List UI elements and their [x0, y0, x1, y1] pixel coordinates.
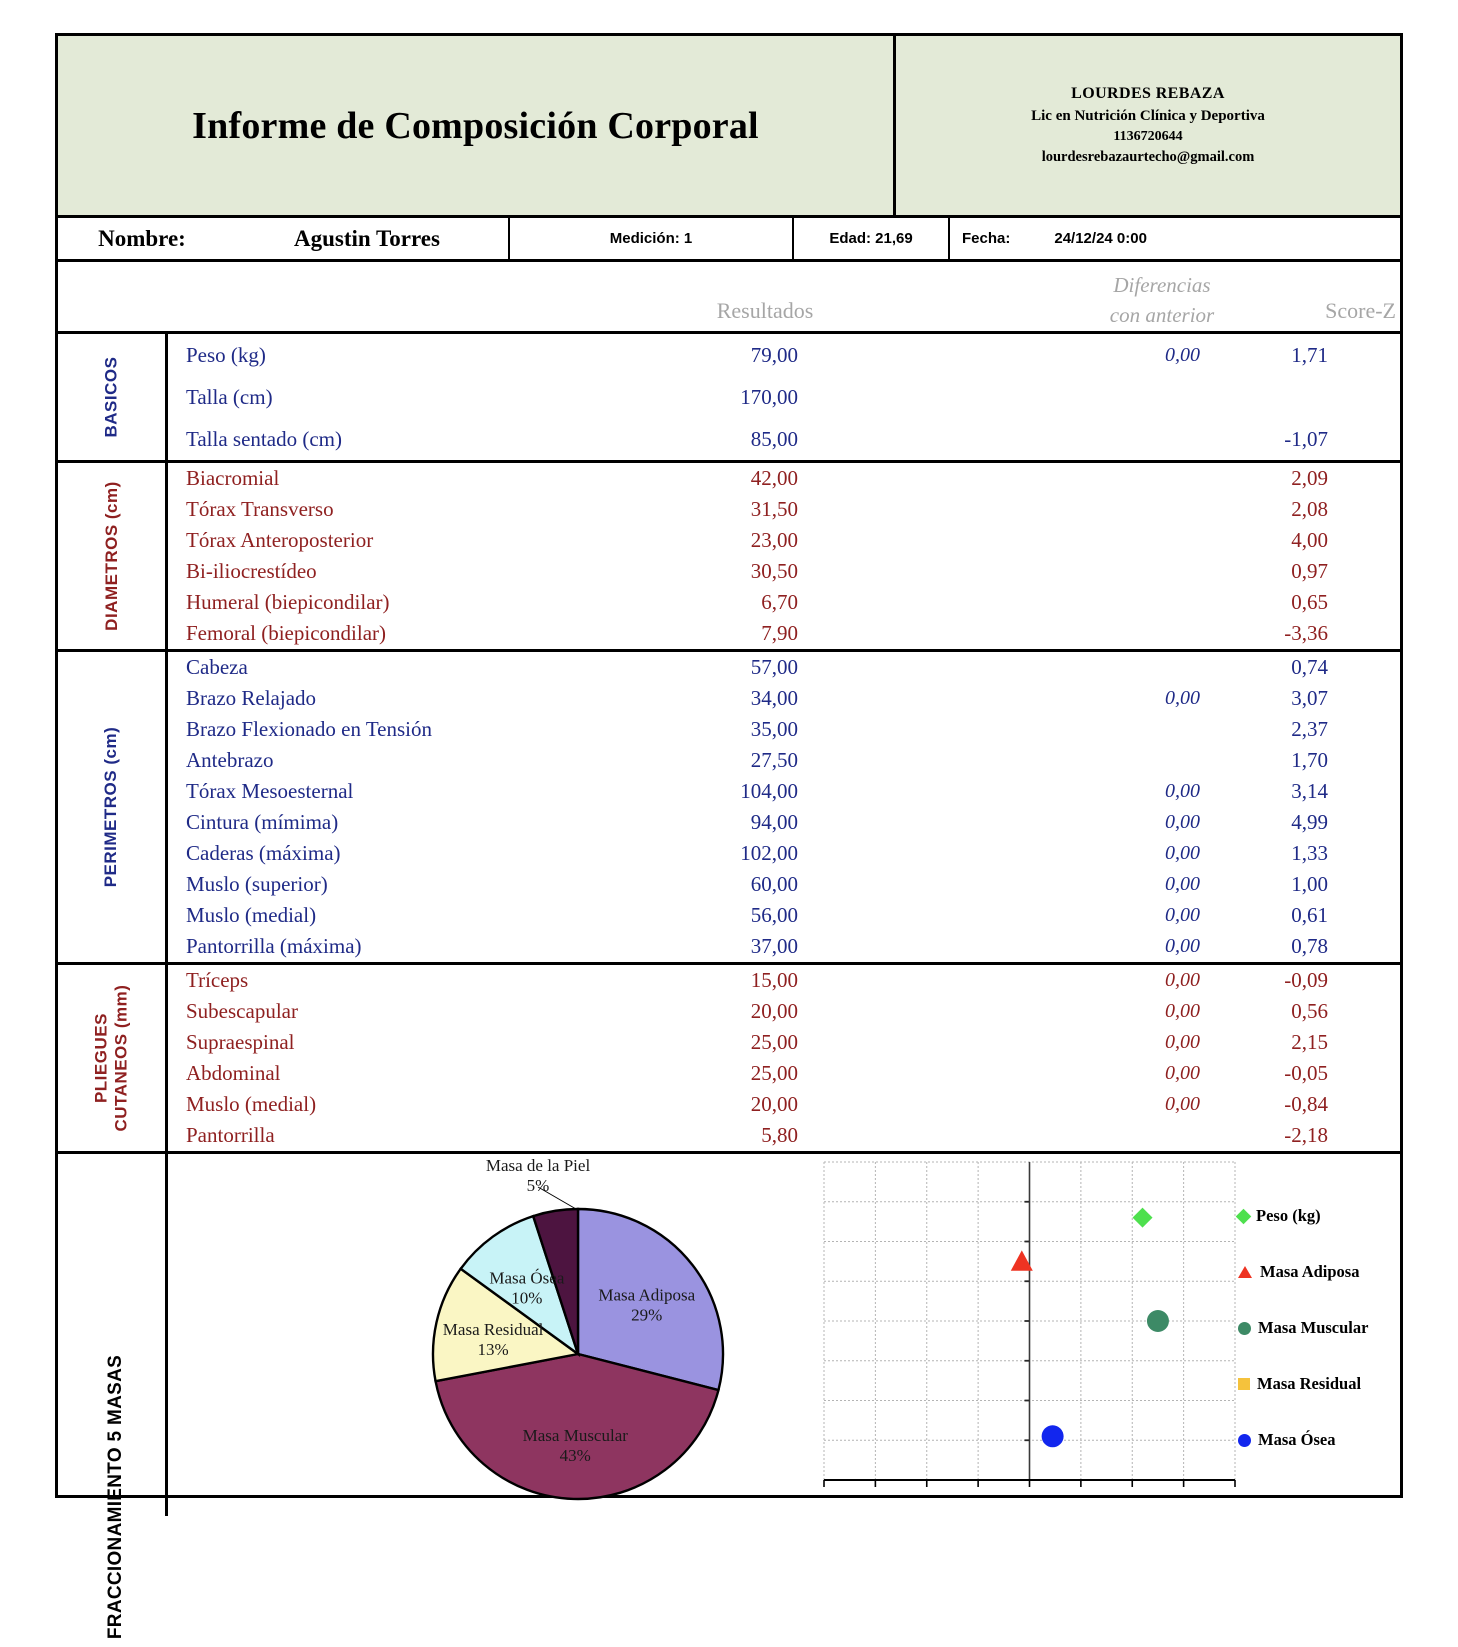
medicion-value: Medición: 1 — [609, 230, 693, 247]
svg-text:29%: 29% — [631, 1305, 663, 1325]
pie-chart — [178, 1154, 818, 1516]
table-row — [168, 618, 1400, 649]
row-score-z-value: 0,61 — [1291, 903, 1328, 927]
fecha-label: Fecha: — [962, 230, 1011, 247]
row-result-value: 27,50 — [750, 748, 798, 772]
row-label: Subescapular — [186, 999, 298, 1023]
table-row — [168, 838, 1400, 869]
row-score-z-value: 0,97 — [1291, 559, 1328, 583]
legend-label: Masa Residual — [1257, 1374, 1362, 1393]
row-label: Pantorrilla (máxima) — [186, 934, 362, 958]
legend-marker-circle-icon — [1238, 1434, 1251, 1447]
row-label: Tórax Mesoesternal — [186, 779, 354, 803]
row-score-z-value: 2,15 — [1291, 1030, 1328, 1054]
legend-label: Masa Ósea — [1258, 1430, 1336, 1449]
fecha-cell — [950, 218, 1400, 259]
diferencias-line1: Diferencias — [1113, 273, 1211, 297]
row-label: Caderas (máxima) — [186, 841, 341, 865]
row-result-value: 94,00 — [750, 810, 798, 834]
table-row — [168, 463, 1400, 494]
svg-text:13%: 13% — [477, 1340, 509, 1360]
table-row — [168, 587, 1400, 618]
row-label: Talla (cm) — [186, 384, 273, 409]
table-row — [168, 996, 1400, 1027]
row-result-value: 25,00 — [750, 1061, 798, 1085]
legend-label: Masa Adiposa — [1260, 1262, 1360, 1281]
row-score-z-value: 2,37 — [1291, 717, 1328, 741]
row-difference-value: 0,00 — [1165, 780, 1200, 802]
table-row — [168, 1089, 1400, 1120]
column-headers — [58, 262, 1400, 334]
legend-item — [1238, 1430, 1335, 1450]
row-label: Muslo (medial) — [186, 1092, 317, 1116]
section-tab-label: DIAMETROS (cm) — [101, 481, 121, 631]
svg-text:Masa de la Piel: Masa de la Piel — [485, 1156, 591, 1175]
row-score-z-value: 1,33 — [1291, 841, 1328, 865]
table-row — [168, 1058, 1400, 1089]
fractionation-section — [58, 1154, 1400, 1640]
row-score-z-value: 2,09 — [1291, 466, 1328, 490]
row-label: Abdominal — [186, 1061, 281, 1085]
table-row — [168, 334, 1400, 376]
row-score-z-value: 0,78 — [1291, 934, 1328, 958]
row-result-value: 23,00 — [750, 528, 798, 552]
row-result-value: 20,00 — [750, 999, 798, 1023]
row-label: Antebrazo — [186, 748, 274, 772]
row-score-z-value: 3,07 — [1291, 686, 1328, 710]
row-label: Cintura (mímima) — [186, 810, 339, 834]
row-result-value: 42,00 — [750, 466, 798, 490]
row-difference-value: 0,00 — [1165, 873, 1200, 895]
section-rows — [168, 965, 1400, 1151]
section-tab — [58, 463, 168, 649]
table-row — [168, 900, 1400, 931]
edad-value: Edad: 21,69 — [829, 230, 913, 247]
table-row — [168, 1027, 1400, 1058]
row-label: Tríceps — [186, 968, 249, 992]
row-score-z-value: -3,36 — [1284, 621, 1328, 645]
row-difference-value: 0,00 — [1165, 687, 1200, 709]
legend-marker-square-icon — [1238, 1378, 1250, 1390]
table-row — [168, 418, 1400, 460]
table-row — [168, 556, 1400, 587]
report-title-cell — [58, 36, 896, 215]
row-result-value: 34,00 — [750, 686, 798, 710]
row-difference-value: 0,00 — [1165, 1093, 1200, 1115]
row-difference-value: 0,00 — [1165, 343, 1200, 366]
section-pliegues-cutaneos-mm — [58, 965, 1400, 1154]
row-score-z-value: 1,00 — [1291, 872, 1328, 896]
table-row — [168, 525, 1400, 556]
row-label: Peso (kg) — [186, 342, 266, 367]
svg-text:43%: 43% — [559, 1445, 591, 1465]
row-result-value: 170,00 — [740, 384, 798, 409]
section-tab — [58, 965, 168, 1151]
row-result-value: 56,00 — [750, 903, 798, 927]
section-tab-label: BASICOS — [101, 356, 121, 438]
page-title: Informe de Composición Corporal — [192, 104, 759, 147]
section-tab-label: PLIEGUES CUTANEOS (mm) — [91, 984, 131, 1132]
svg-text:Masa Ósea: Masa Ósea — [489, 1268, 565, 1288]
fractionation-tab-label: FRACCIONAMIENTO 5 MASAS — [105, 1354, 126, 1640]
section-rows — [168, 652, 1400, 962]
row-result-value: 102,00 — [740, 841, 798, 865]
nombre-label-cell — [58, 218, 226, 259]
row-result-value: 5,80 — [761, 1123, 798, 1147]
row-difference-value: 0,00 — [1165, 1000, 1200, 1022]
pie-chart-svg — [178, 1154, 818, 1516]
row-label: Brazo Relajado — [186, 686, 317, 710]
svg-text:Masa Muscular: Masa Muscular — [522, 1425, 628, 1445]
svg-text:5%: 5% — [526, 1176, 550, 1195]
svg-text:Masa Residual: Masa Residual — [442, 1320, 544, 1340]
table-row — [168, 376, 1400, 418]
scatter-marker — [1147, 1310, 1169, 1332]
scatter-chart — [808, 1154, 1238, 1516]
legend-label: Peso (kg) — [1256, 1206, 1321, 1225]
row-result-value: 60,00 — [750, 872, 798, 896]
row-score-z-value: -0,09 — [1284, 968, 1328, 992]
report-header — [58, 36, 1400, 218]
table-row — [168, 652, 1400, 683]
row-result-value: 7,90 — [761, 621, 798, 645]
row-label: Talla sentado (cm) — [186, 426, 342, 451]
row-label: Tórax Anteroposterior — [186, 528, 374, 552]
professional-info — [896, 36, 1400, 215]
row-difference-value: 0,00 — [1165, 904, 1200, 926]
row-label: Supraespinal — [186, 1030, 295, 1054]
fractionation-tab — [58, 1154, 168, 1640]
table-row — [168, 683, 1400, 714]
row-result-value: 25,00 — [750, 1030, 798, 1054]
row-score-z-value: -0,84 — [1284, 1092, 1328, 1116]
row-difference-value: 0,00 — [1165, 842, 1200, 864]
section-basicos — [58, 334, 1400, 463]
legend-item — [1238, 1206, 1321, 1226]
scatter-chart-svg — [808, 1154, 1238, 1516]
row-label: Cabeza — [186, 655, 248, 679]
professional-name: LOURDES REBAZA — [1071, 85, 1225, 103]
scatter-marker — [1042, 1425, 1064, 1447]
pie-leader-line — [538, 1187, 576, 1209]
table-row — [168, 714, 1400, 745]
row-result-value: 37,00 — [750, 934, 798, 958]
row-score-z-value: 4,99 — [1291, 810, 1328, 834]
row-difference-value: 0,00 — [1165, 935, 1200, 957]
row-score-z-value: 1,71 — [1291, 342, 1328, 367]
legend-item — [1238, 1262, 1359, 1282]
patient-name: Agustin Torres — [294, 225, 440, 251]
row-result-value: 35,00 — [750, 717, 798, 741]
scatter-legend — [1228, 1154, 1400, 1516]
row-label: Muslo (superior) — [186, 872, 328, 896]
fractionation-body — [168, 1154, 1400, 1516]
row-label: Pantorrilla — [186, 1123, 275, 1147]
row-difference-value: 0,00 — [1165, 1062, 1200, 1084]
row-result-value: 30,50 — [750, 559, 798, 583]
row-label: Femoral (biepicondilar) — [186, 621, 387, 645]
column-header-resultados: Resultados — [716, 298, 814, 323]
row-score-z-value: 2,08 — [1291, 497, 1328, 521]
table-row — [168, 1120, 1400, 1151]
table-row — [168, 776, 1400, 807]
table-row — [168, 807, 1400, 838]
row-result-value: 20,00 — [750, 1092, 798, 1116]
row-difference-value: 0,00 — [1165, 1031, 1200, 1053]
row-score-z-value: 3,14 — [1291, 779, 1328, 803]
report-sheet — [55, 33, 1403, 1640]
row-difference-value: 0,00 — [1165, 969, 1200, 991]
table-row — [168, 965, 1400, 996]
medicion-cell — [510, 218, 794, 259]
fecha-value: 24/12/24 0:00 — [1054, 230, 1147, 247]
row-result-value: 104,00 — [740, 779, 798, 803]
svg-text:Masa Adiposa: Masa Adiposa — [598, 1285, 696, 1305]
scatter-marker — [1133, 1208, 1153, 1228]
row-label: Tórax Transverso — [186, 497, 334, 521]
row-result-value: 15,00 — [750, 968, 798, 992]
pie-slice-label — [486, 1156, 591, 1195]
legend-label: Masa Muscular — [1258, 1318, 1369, 1337]
row-score-z-value: 4,00 — [1291, 528, 1328, 552]
row-result-value: 57,00 — [750, 655, 798, 679]
section-perimetros-cm — [58, 652, 1400, 965]
row-score-z-value: -2,18 — [1284, 1123, 1328, 1147]
section-rows — [168, 463, 1400, 649]
row-difference-value: 0,00 — [1165, 811, 1200, 833]
legend-item — [1238, 1374, 1361, 1394]
row-result-value: 31,50 — [750, 497, 798, 521]
row-label: Brazo Flexionado en Tensión — [186, 717, 433, 741]
measurement-sections — [58, 334, 1400, 1154]
row-result-value: 85,00 — [750, 426, 798, 451]
row-label: Humeral (biepicondilar) — [186, 590, 390, 614]
column-header-diferencias — [1064, 270, 1260, 331]
legend-marker-diamond-icon — [1236, 1208, 1252, 1224]
table-row — [168, 494, 1400, 525]
section-diametros-cm — [58, 463, 1400, 652]
section-rows — [168, 334, 1400, 460]
row-score-z-value: 0,56 — [1291, 999, 1328, 1023]
row-score-z-value: 1,70 — [1291, 748, 1328, 772]
professional-title: Lic en Nutrición Clínica y Deportiva — [1031, 107, 1265, 124]
section-tab — [58, 334, 168, 460]
row-score-z-value: -0,05 — [1284, 1061, 1328, 1085]
svg-text:10%: 10% — [511, 1288, 543, 1308]
nombre-label: Nombre: — [98, 225, 186, 251]
professional-phone: 1136720644 — [1113, 129, 1183, 145]
legend-marker-triangle-icon — [1238, 1266, 1252, 1278]
edad-cell — [794, 218, 950, 259]
legend-item — [1238, 1318, 1368, 1338]
table-row — [168, 745, 1400, 776]
section-tab — [58, 652, 168, 962]
row-label: Bi-iliocrestídeo — [186, 559, 317, 583]
patient-name-cell — [226, 218, 510, 259]
table-row — [168, 869, 1400, 900]
row-score-z-value: 0,65 — [1291, 590, 1328, 614]
identity-row — [58, 218, 1400, 262]
row-result-value: 6,70 — [761, 590, 798, 614]
legend-marker-circle-icon — [1238, 1322, 1251, 1335]
row-score-z-value: -1,07 — [1284, 426, 1328, 451]
row-result-value: 79,00 — [750, 342, 798, 367]
row-label: Muslo (medial) — [186, 903, 317, 927]
column-header-score-z: Score-Z — [1325, 298, 1396, 323]
section-tab-label: PERIMETROS (cm) — [101, 726, 121, 888]
professional-email: lourdesrebazaurtecho@gmail.com — [1041, 149, 1255, 166]
diferencias-line2: con anterior — [1109, 303, 1215, 328]
table-row — [168, 931, 1400, 962]
row-label: Biacromial — [186, 466, 280, 490]
row-score-z-value: 0,74 — [1291, 655, 1328, 679]
